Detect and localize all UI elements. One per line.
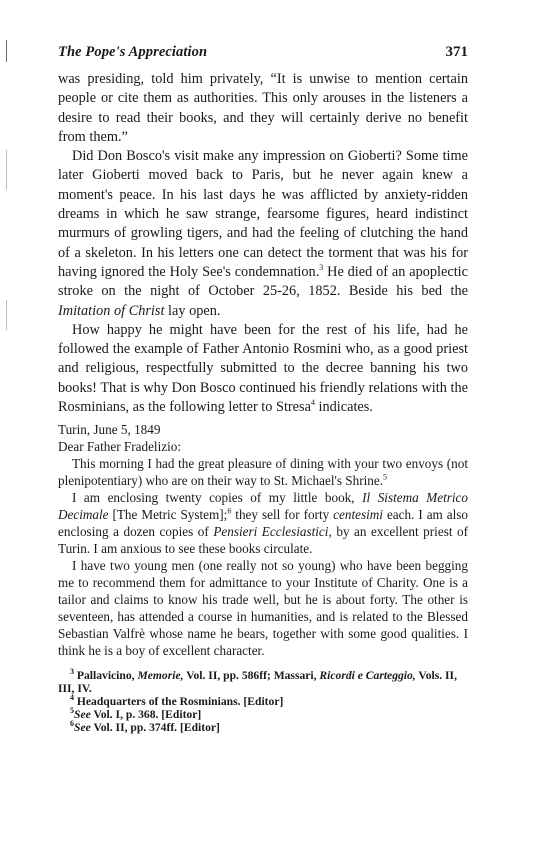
running-header <box>58 44 468 70</box>
running-title: The Pope's Appreciation <box>58 44 208 60</box>
margin-mark <box>6 40 7 62</box>
footnote-ref: 4 <box>310 398 315 408</box>
paragraph-3: How happy he might have been for the rest of his life, had he followed the example of Father Antonio Rosmini who, as a good priest and religious, respectfully submitted to the decree banning his two books! That is why Don Bosco continued his friendly relations with the Rosminians, as the following letter to Stresa$^4$ indicates. <box>58 321 468 416</box>
footnotes <box>58 669 468 734</box>
paragraph-2: Did Don Bosco's visit make any impression on Gioberti? Some time later Gioberti moved back to Paris, but he never again knew a moment's peace. In his last days he was afflicted by anxiety-ridden dreams in which he saw strange, fearsome figures, heard indistinct murmurs of growling tigers, and had the feeling of clutching the hand of a skeleton. In his letters one can detect the torment that was his for having ignored the Holy See's condemnation.$^3$ He died of an apoplectic stroke on the night of October 25-26, 1852. Beside his bed the Imitation of Christ lay open. <box>58 148 468 319</box>
page-number: 371 <box>445 44 468 60</box>
book-title: Imitation of Christ <box>58 302 165 319</box>
currency-unit: centesimi <box>333 507 383 523</box>
footnote-ref: 5 <box>383 472 388 482</box>
main-text <box>58 70 468 417</box>
letter-dateline: Turin, June 5, 1849 <box>58 422 161 438</box>
paragraph-1: was presiding, told him privately, “It is unwise to mention certain people or cite them as authorities. This only arouses in the listeners a desire to read their books, and they will certainly derive no benefit from them.” <box>58 71 468 145</box>
book-title: Pensieri Ecclesiastici, <box>213 524 332 540</box>
footnote-5: $^5$See Vol. I, p. 368. [Editor] <box>70 706 202 722</box>
letter-salutation: Dear Father Fradelizio: <box>58 439 182 455</box>
footnote-ref: 3 <box>319 263 324 273</box>
footnote-4: $^4$ Headquarters of the Rosminians. [Editor] <box>70 693 284 709</box>
footnote-6: $^6$See Vol. II, pp. 374ff. [Editor] <box>70 719 220 735</box>
letter-paragraph-1: This morning I had the great pleasure of dining with your two envoys (not plenipotentiary) who are on their way to St. Michael's Shrine.$^5$ <box>58 456 468 489</box>
footnote-3: $^3$ Pallavicino, Memorie, Vol. II, pp. 586ff; Massari, Ricordi e Carteggio, Vols. II, III, IV. <box>58 667 457 696</box>
book-page <box>58 44 468 734</box>
margin-mark <box>6 300 7 330</box>
letter-paragraph-3: I have two young men (one really not so young) who have been begging me to recommend them for admittance to your Institute of Charity. One is a tailor and claims to know his trade well, but he is about forty. The other is seventeen, has attended a course in humanities, and is related to the Blessed Sebastian Valfrè whose name he bears, together with some good qualities. I think he is a boy of excellent character. <box>58 558 468 659</box>
quoted-letter <box>58 421 468 659</box>
book-title: Il Sistema Metrico Decimale <box>58 490 468 523</box>
footnote-ref: 6 <box>227 506 232 516</box>
letter-paragraph-2: I am enclosing twenty copies of my little book, Il Sistema Metrico Decimale [The Metric System];$^6$ they sell for forty centesimi each. I am also enclosing a dozen copies of Pensieri Ecclesiastici, by an excellent priest of Turin. I am anxious to see these books circulate. <box>58 490 469 557</box>
margin-mark <box>6 150 7 190</box>
